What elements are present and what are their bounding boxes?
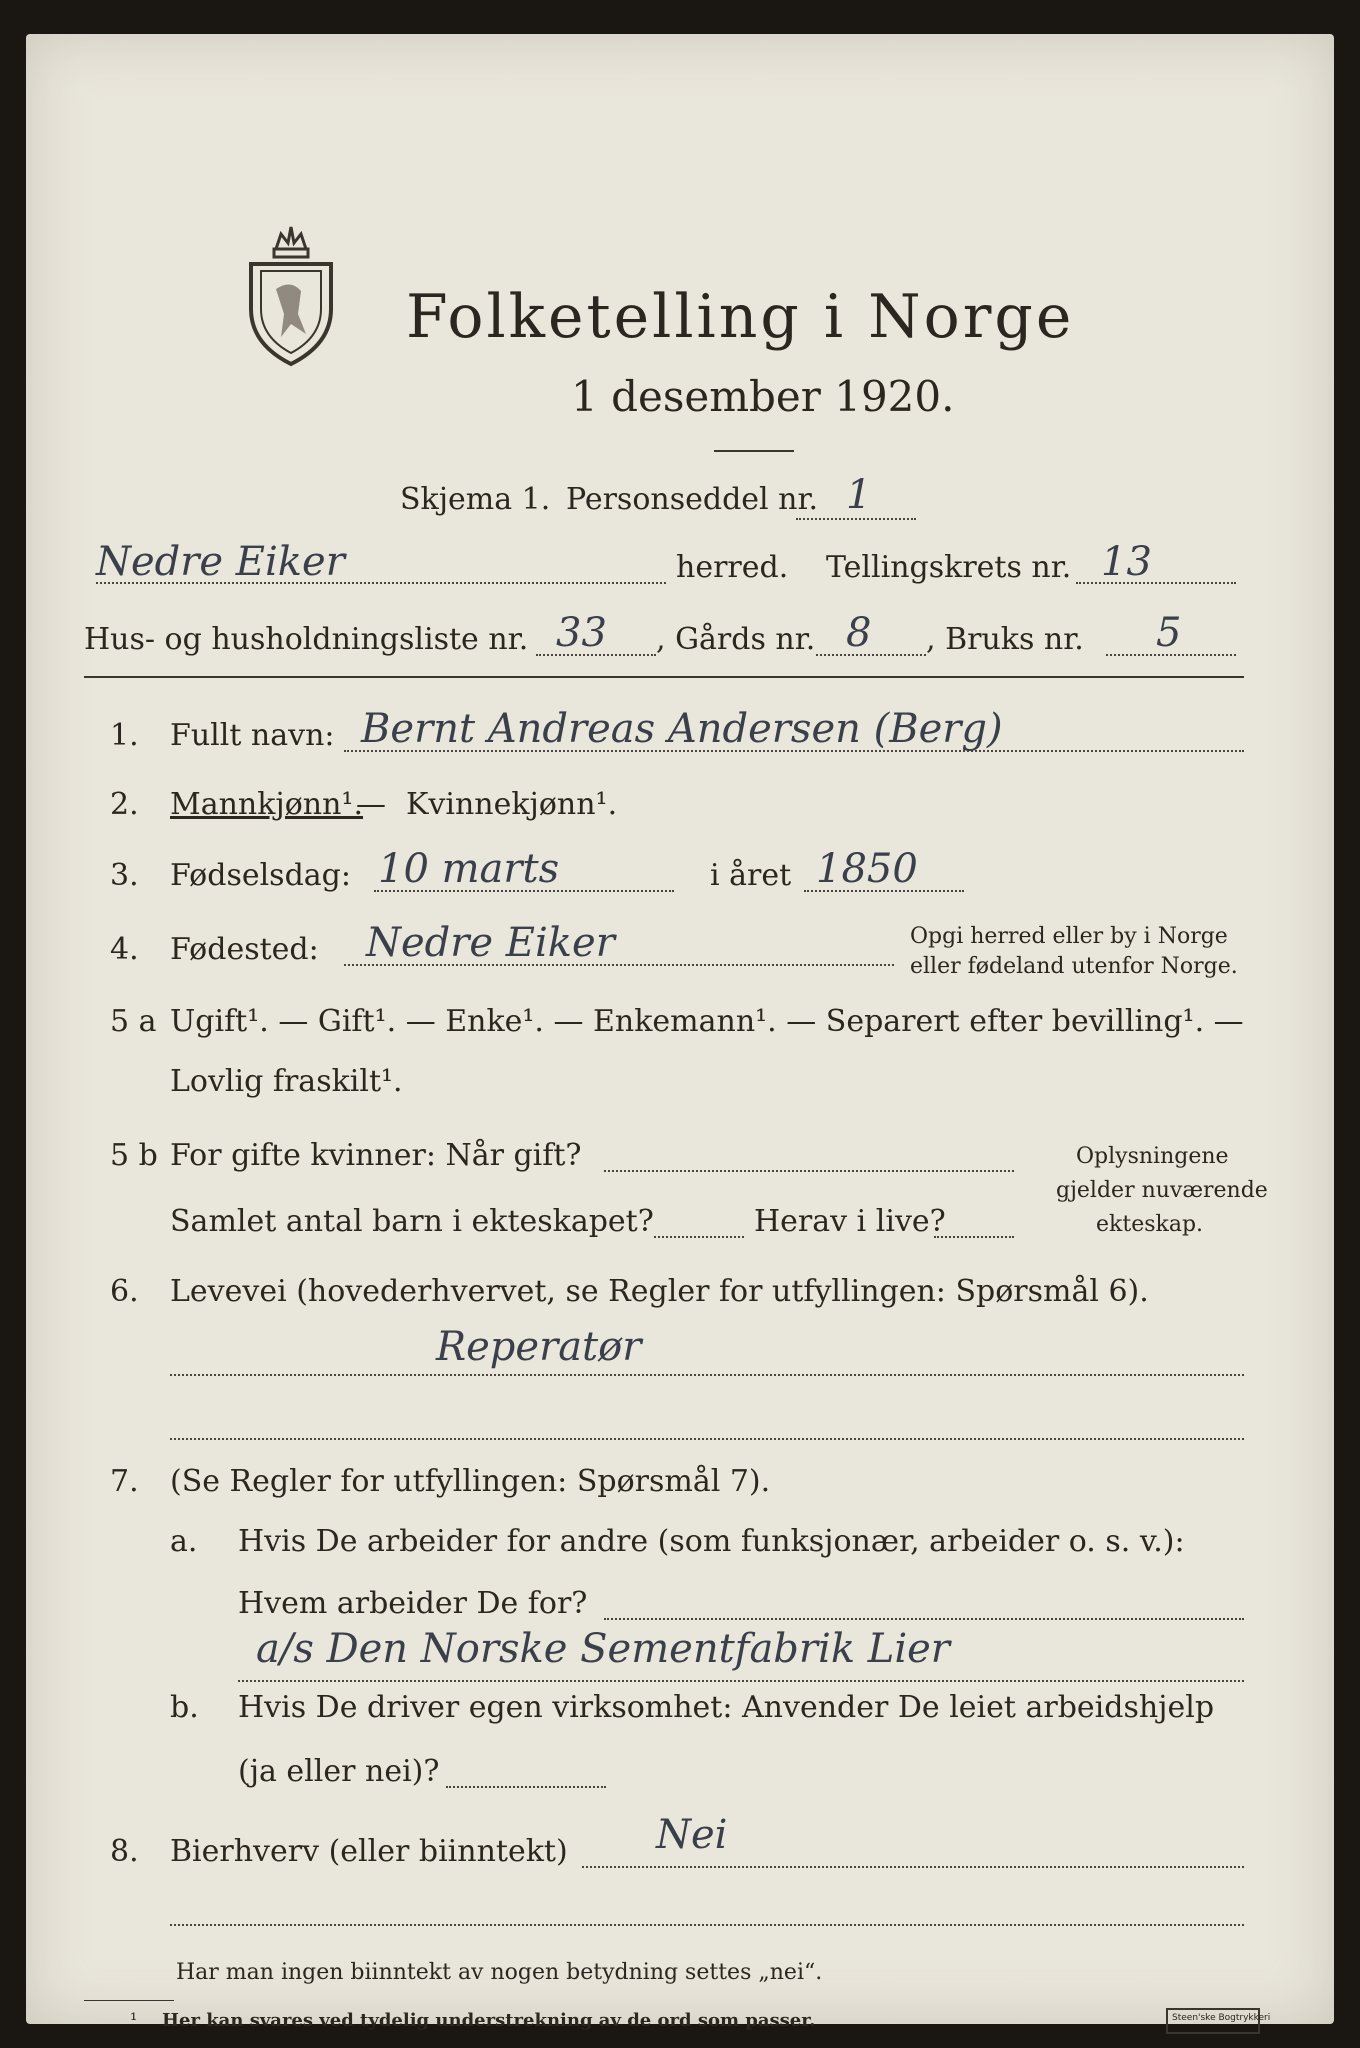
q8-label: Bierhverv (eller biinntekt) [170, 1834, 568, 1869]
gender-female: Kvinnekjønn¹. [406, 787, 618, 822]
gender-separator: — [356, 787, 386, 822]
personseddel-value: 1 [846, 472, 872, 518]
printer-stamp [1166, 2008, 1271, 2034]
q7b-text: Hvis De driver egen virksomhet: Anvender De leiet arbeidshjelp [238, 1690, 1215, 1725]
gards-value: 8 [846, 610, 872, 656]
q7b-number: b. [170, 1690, 199, 1725]
year-label: i året [710, 858, 792, 893]
footnote-mark: ¹ [130, 2010, 138, 2031]
q8-number: 8. [110, 1834, 139, 1869]
gards-label: , Gårds nr. [656, 622, 816, 657]
form-title: Folketelling i Norge [406, 282, 1075, 352]
birthplace-note-2: eller fødeland utenfor Norge. [910, 954, 1238, 979]
q7-number: 7. [110, 1464, 139, 1499]
birthday-value: 10 marts [378, 846, 560, 892]
q1-label: Fullt navn: [170, 718, 335, 753]
married-when-label: For gifte kvinner: Når gift? [170, 1138, 582, 1173]
footnote-text: Her kan svares ved tydelig understrekning av de ord som passer. [162, 2010, 816, 2031]
hired-help-label: (ja eller nei)? [238, 1754, 440, 1789]
bruks-label: , Bruks nr. [926, 622, 1084, 657]
side-income-value: Nei [656, 1812, 728, 1858]
personseddel-label: Personseddel nr. [566, 482, 819, 517]
gender-male: Mannkjønn¹. [170, 787, 363, 822]
husliste-label: Hus- og husholdningsliste nr. [84, 622, 529, 657]
q4-label: Fødested: [170, 932, 319, 967]
q6-number: 6. [110, 1274, 139, 1309]
bruks-value: 5 [1156, 610, 1182, 656]
birthplace-value: Nedre Eiker [366, 920, 615, 966]
children-count-label: Samlet antal barn i ekteskapet? [170, 1204, 654, 1239]
q7a-number: a. [170, 1524, 198, 1559]
q6-label: Levevei (hovederhvervet, se Regler for utfyllingen: Spørsmål 6). [170, 1274, 1149, 1309]
census-form [26, 34, 1334, 2031]
birthplace-note-1: Opgi herred eller by i Norge [910, 924, 1228, 949]
full-name-value: Bernt Andreas Andersen (Berg) [361, 706, 1003, 752]
divider [714, 450, 794, 452]
occupation-value: Reperatør [436, 1324, 642, 1370]
marital-status-options: Ugift¹. — Gift¹. — Enke¹. — Enkemann¹. — Separert efter bevilling¹. — [170, 1004, 1244, 1039]
marital-status-divorced: Lovlig fraskilt¹. [170, 1064, 403, 1099]
schema-label: Skjema 1. [400, 482, 551, 517]
tellingskrets-value: 13 [1101, 539, 1152, 585]
q5b-number: 5 b [110, 1138, 158, 1173]
marriage-note-2: gjelder nuværende [1056, 1178, 1268, 1203]
side-income-note: Har man ingen biinntekt av nogen betydning settes „nei“. [176, 1960, 823, 1985]
q5a-number: 5 a [110, 1004, 157, 1039]
coat-of-arms-icon [236, 219, 346, 369]
marriage-note-3: ekteskap. [1096, 1212, 1204, 1237]
q7a-text: Hvis De arbeider for andre (som funksjonær, arbeider o. s. v.): [238, 1524, 1185, 1559]
husliste-value: 33 [556, 610, 607, 656]
employer-label: Hvem arbeider De for? [238, 1586, 588, 1621]
q3-label: Fødselsdag: [170, 858, 351, 893]
marriage-note-1: Oplysningene [1076, 1144, 1229, 1169]
birth-year-value: 1850 [816, 846, 918, 892]
q3-number: 3. [110, 858, 139, 893]
q7-label: (Se Regler for utfyllingen: Spørsmål 7). [170, 1464, 771, 1499]
q2-number: 2. [110, 787, 139, 822]
herred-value: Nedre Eiker [96, 539, 345, 585]
header-divider [84, 676, 1244, 678]
q4-number: 4. [110, 932, 139, 967]
children-alive-label: Herav i live? [754, 1204, 946, 1239]
printer-name: Steen'ske Bogtrykkeri [1172, 2013, 1271, 2023]
employer-value: a/s Den Norske Sementfabrik Lier [256, 1626, 950, 1672]
q1-number: 1. [110, 718, 139, 753]
tellingskrets-label: Tellingskrets nr. [826, 550, 1072, 585]
herred-label: herred. [676, 550, 789, 585]
census-date: 1 desember 1920. [571, 372, 955, 421]
